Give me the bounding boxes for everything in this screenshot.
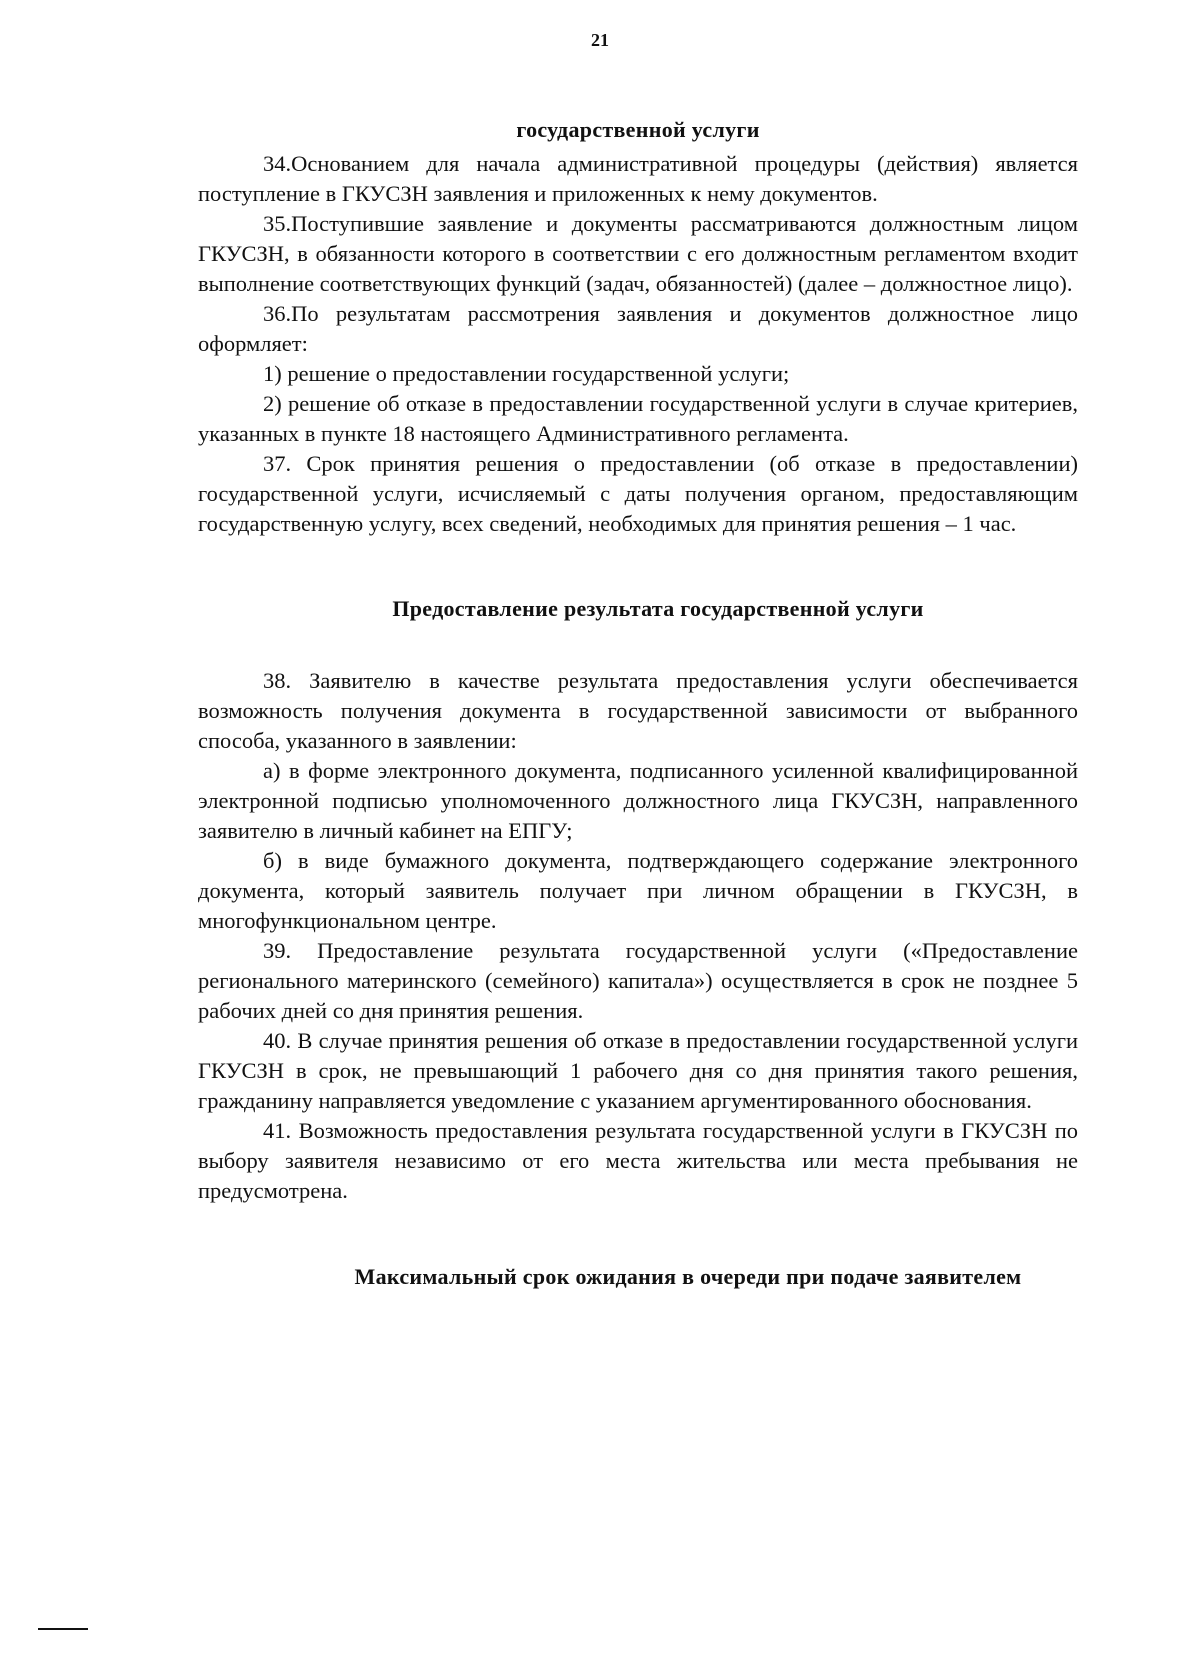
section-heading-queue: Максимальный срок ожидания в очереди при подаче заявителем [354, 1264, 1022, 1289]
paragraph-36: 36.По результатам рассмотрения заявления и документов должностное лицо оформляет: [198, 301, 1078, 356]
paragraph-34: 34.Основанием для начала административной процедуры (действия) является поступление в ГКУСЗН заявления и приложенных к нему документов. [198, 151, 1078, 206]
paragraph-41: 41. Возможность предоставления результата государственной услуги в ГКУСЗН по выбору заявителя независимо от его места жительства или места пребывания не предусмотрена. [198, 1118, 1078, 1203]
page-number: 21 [591, 30, 609, 50]
document-body [198, 115, 1078, 1292]
paragraph-38-item-b: б) в виде бумажного документа, подтверждающего содержание электронного документа, который заявитель получает при личном обращении в ГКУСЗН, в многофункциональном центре. [198, 848, 1078, 933]
paragraph-40: 40. В случае принятия решения об отказе в предоставлении государственной услуги ГКУСЗН в срок, не превышающий 1 рабочего дня со дня принятия такого решения, гражданину направляется уведомление с указанием аргументированного обоснования. [198, 1028, 1078, 1113]
section-heading-top: государственной услуги [516, 117, 760, 142]
paragraph-39: 39. Предоставление результата государственной услуги («Предоставление регионального материнского (семейного) капитала») осуществляется в срок не позднее 5 рабочих дней со дня принятия решения. [198, 938, 1078, 1023]
paragraph-36-item-1: 1) решение о предоставлении государственной услуги; [263, 361, 790, 386]
section-heading-result: Предоставление результата государственной услуги [392, 596, 924, 621]
footer-rule [38, 1628, 88, 1630]
paragraph-35: 35.Поступившие заявление и документы рассматриваются должностным лицом ГКУСЗН, в обязанности которого в соответствии с его должностным регламентом входит выполнение соответствующих функций (задач, обязанностей) (далее – должностное лицо). [198, 211, 1078, 296]
paragraph-38-item-a: а) в форме электронного документа, подписанного усиленной квалифицированной электронной подписью уполномоченного должностного лица ГКУСЗН, направленного заявителю в личный кабинет на ЕПГУ; [198, 758, 1078, 843]
paragraph-37: 37. Срок принятия решения о предоставлении (об отказе в предоставлении) государственной услуги, исчисляемый с даты получения органом, предоставляющим государственную услугу, всех сведений, необходимых для принятия решения – 1 час. [198, 451, 1078, 536]
paragraph-38: 38. Заявителю в качестве результата предоставления услуги обеспечивается возможность получения документа в государственной зависимости от выбранного способа, указанного в заявлении: [198, 668, 1078, 753]
paragraph-36-item-2: 2) решение об отказе в предоставлении государственной услуги в случае критериев, указанных в пункте 18 настоящего Административного регламента. [198, 391, 1078, 446]
